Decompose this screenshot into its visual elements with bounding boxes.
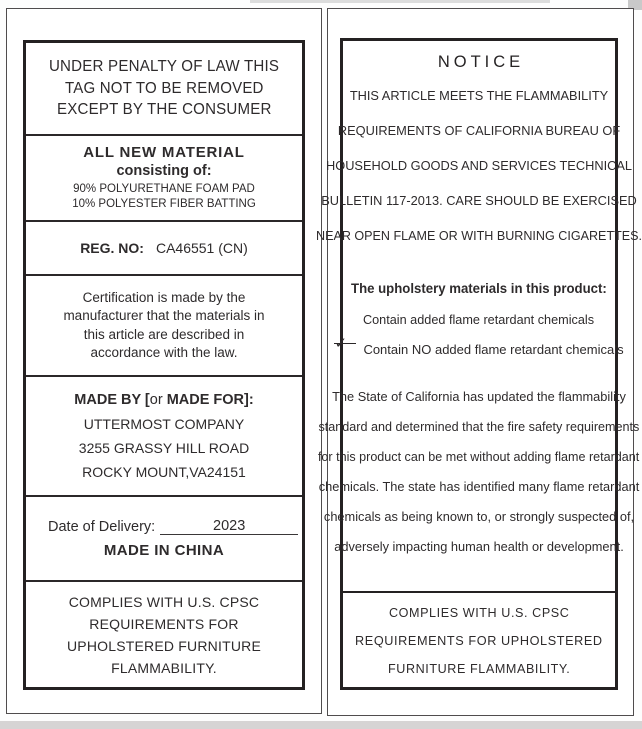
reg-number-label: REG. NO: (80, 240, 144, 256)
penalty-line-text: EXCEPT BY THE CONSUMER (56, 101, 272, 119)
statement-line (313, 229, 642, 242)
paragraph-line (315, 540, 642, 553)
paragraph-line-text: adversely impacting human health or development. (334, 539, 624, 554)
certification-line: accordance with the law. (90, 345, 238, 360)
cpsc-compliance-section (343, 593, 615, 687)
manufacturer-city: ROCKY MOUNT,VA24151 (82, 464, 246, 480)
compliance-line: REQUIREMENTS FOR (89, 615, 239, 632)
paragraph-line-text: standard and determined that the fire safety requirements (318, 419, 640, 434)
made-by-heading-bold: MADE BY [ (74, 392, 150, 408)
checkbox-line (334, 335, 356, 355)
certification-line: Certification is made by the (82, 289, 246, 305)
notice-tag-right (315, 8, 642, 716)
option-label: Contain NO added flame retardant chemicals (363, 341, 624, 357)
compliance-line (386, 606, 572, 619)
statement-line-text: THIS ARTICLE MEETS THE FLAMMABILITY (349, 88, 609, 103)
compliance-line-text: REQUIREMENTS FOR UPHOLSTERED (355, 632, 603, 648)
penalty-section (26, 43, 302, 136)
scan-artifact (250, 0, 550, 3)
made-by-heading-bold: MADE FOR]: (162, 392, 254, 408)
penalty-line (46, 56, 282, 78)
delivery-date-value: 2023 (213, 517, 246, 534)
delivery-date-blank-line (160, 519, 298, 535)
made-by-heading (74, 392, 253, 408)
certification-line: this article are described in (83, 326, 245, 342)
penalty-line-text: UNDER PENALTY OF LAW THIS (48, 58, 280, 76)
paragraph-line (315, 480, 642, 493)
flammability-statement (313, 89, 642, 242)
manufacturer-street: 3255 GRASSY HILL ROAD (78, 440, 250, 456)
upholstery-materials-heading-text: The upholstery materials in this product: (351, 281, 607, 296)
statement-line (313, 159, 642, 172)
statement-line-text: REQUIREMENTS OF CALIFORNIA BUREAU OF (337, 123, 621, 138)
made-by-heading-normal: or (149, 392, 163, 408)
material-section (26, 136, 302, 222)
certification-line: manufacturer that the materials in (63, 308, 265, 323)
reg-number-value: CA46551 (CN) (155, 240, 248, 256)
registration-section (26, 222, 302, 276)
delivery-date-row (26, 519, 302, 535)
law-tag-left (6, 8, 322, 714)
material-title: ALL NEW MATERIAL (83, 144, 245, 161)
checkmark-icon: ✓ (334, 335, 348, 352)
penalty-line (62, 78, 267, 100)
compliance-line: COMPLIES WITH U.S. CPSC (68, 593, 260, 610)
statement-line (313, 89, 642, 102)
penalty-line (54, 99, 275, 121)
scan-artifact (0, 721, 642, 729)
statement-line-text: NEAR OPEN FLAME OR WITH BURNING CIGARETTES. (315, 228, 642, 243)
statement-line-text: BULLETIN 117-2013. CARE SHOULD BE EXERCISED (321, 193, 637, 208)
state-update-paragraph (315, 390, 642, 553)
compliance-line-text: FURNITURE FLAMMABILITY. (387, 660, 571, 676)
statement-line-text: HOUSEHOLD GOODS AND SERVICES TECHNICAL (326, 158, 633, 173)
compliance-line: UPHOLSTERED FURNITURE (67, 637, 261, 654)
paragraph-line-text: The State of California has updated the flammability (332, 389, 626, 404)
flame-retardant-option-unchecked (360, 312, 597, 326)
law-tag-left-content-box (23, 40, 305, 690)
paragraph-line (315, 420, 642, 433)
certification-section (26, 276, 302, 377)
delivery-date-label: Date of Delivery: (48, 518, 156, 535)
compliance-line (385, 662, 573, 675)
delivery-section (26, 497, 302, 582)
flame-retardant-option-checked (334, 335, 624, 357)
penalty-line-text: TAG NOT TO BE REMOVED (64, 79, 264, 97)
paragraph-line (315, 510, 642, 523)
paragraph-line-text: chemicals. The state has identified many flame retardant (318, 479, 640, 494)
paragraph-line (315, 450, 642, 463)
notice-tag-content-box (315, 38, 642, 690)
material-component: 90% POLYURETHANE FOAM PAD (73, 183, 255, 195)
option-label: Contain added flame retardant chemicals (363, 311, 595, 327)
material-component: 10% POLYESTER FIBER BATTING (72, 198, 256, 210)
manufacturer-name: UTTERMOST COMPANY (83, 416, 245, 432)
cpsc-compliance-section (26, 582, 302, 687)
paragraph-line-text: for this product can be met without adding flame retardant (318, 449, 640, 464)
paragraph-line-text: chemicals as being known to, or strongly suspected of, (323, 509, 635, 524)
material-components (72, 182, 256, 212)
compliance-line (352, 634, 606, 647)
statement-line (313, 124, 642, 137)
made-by-section (26, 377, 302, 497)
statement-line (313, 194, 642, 207)
compliance-line: FLAMMABILITY. (111, 659, 217, 676)
compliance-line-text: COMPLIES WITH U.S. CPSC (388, 604, 570, 620)
material-subtitle: consisting of: (116, 163, 212, 179)
notice-title: NOTICE (437, 53, 525, 71)
notice-main-section (315, 41, 642, 591)
country-of-origin: MADE IN CHINA (103, 541, 225, 559)
paragraph-line (315, 390, 642, 403)
upholstery-materials-heading (348, 281, 610, 296)
